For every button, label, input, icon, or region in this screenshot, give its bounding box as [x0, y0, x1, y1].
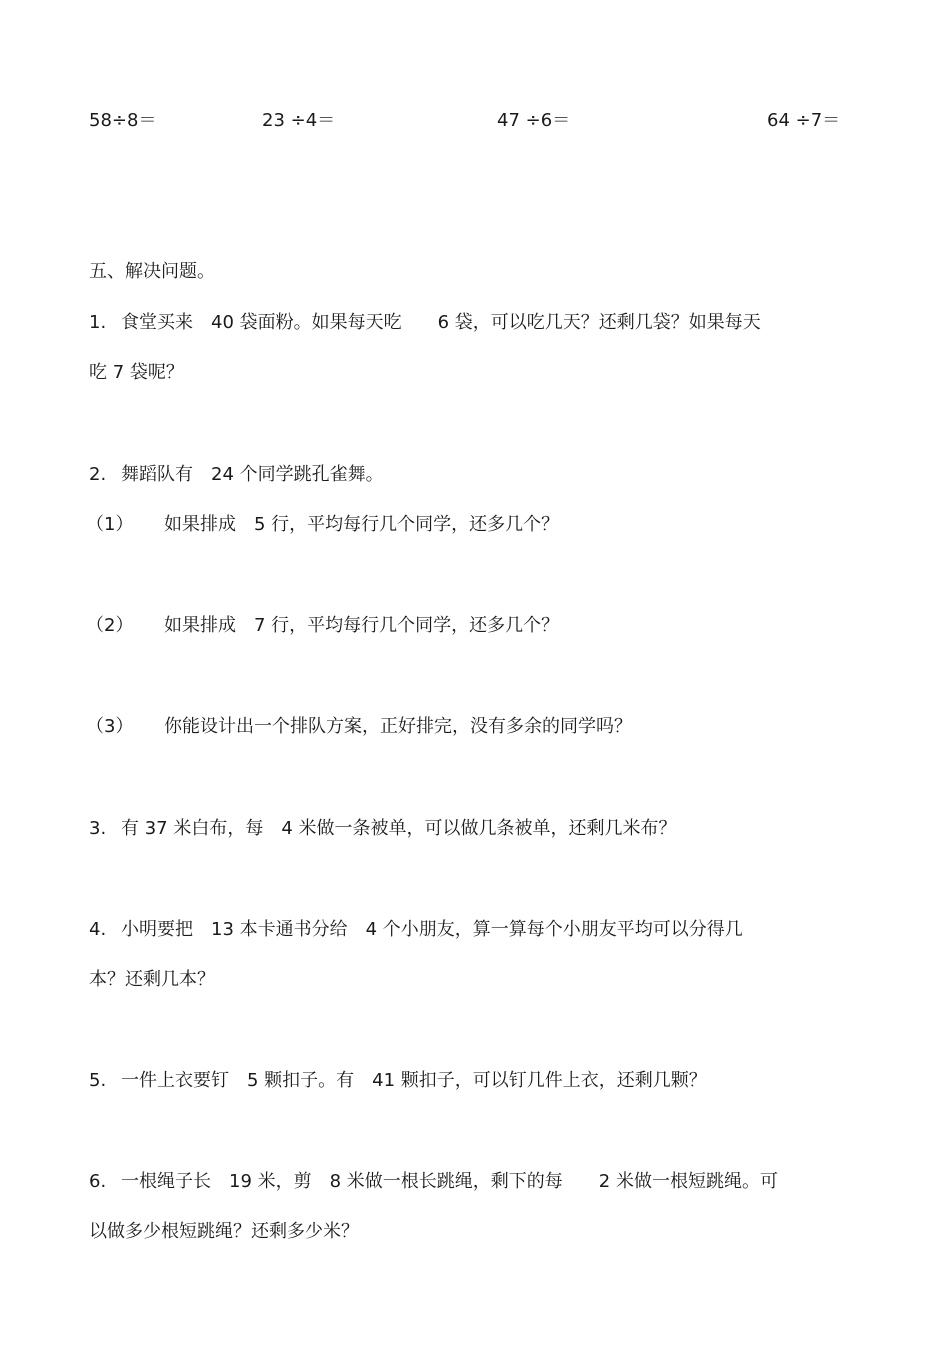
problem-text: 舞蹈队有 24 个同学跳孔雀舞。 — [121, 464, 384, 485]
equation-1: 58÷8＝ — [89, 110, 157, 131]
problem-text: 食堂买来 40 袋面粉。如果每天吃 6 袋，可以吃几天？还剩几袋？如果每天 — [121, 312, 761, 333]
sub-question-label: （1） — [86, 514, 134, 535]
problem-text: 本？还剩几本？ — [89, 969, 215, 990]
problem-number: 5. — [89, 1070, 107, 1091]
equation-2: 23 ÷4＝ — [262, 110, 336, 131]
sub-question-label: （2） — [86, 615, 134, 636]
problem-text: 一件上衣要钉 5 颗扣子。有 41 颗扣子，可以钉几件上衣，还剩几颗？ — [121, 1070, 707, 1091]
section-title: 五、解决问题。 — [89, 261, 215, 282]
problem-number: 1. — [89, 312, 107, 333]
problem-text: 一根绳子长 19 米，剪 8 米做一根长跳绳，剩下的每 2 米做一根短跳绳。可 — [121, 1171, 778, 1192]
sub-question-text: 如果排成 7 行，平均每行几个同学，还多几个？ — [164, 615, 560, 636]
problem-text: 以做多少根短跳绳？还剩多少米？ — [89, 1221, 359, 1242]
problem-number: 6. — [89, 1171, 107, 1192]
problem-number: 2. — [89, 464, 107, 485]
equation-4: 64 ÷7＝ — [767, 110, 841, 131]
problem-text: 小明要把 13 本卡通书分给 4 个小朋友，算一算每个小朋友平均可以分得几 — [121, 919, 743, 940]
problem-number: 3. — [89, 818, 107, 839]
problem-text: 吃 7 袋呢？ — [89, 362, 184, 383]
problem-text: 有 37 米白布，每 4 米做一条被单，可以做几条被单，还剩几米布？ — [121, 818, 677, 839]
problem-number: 4. — [89, 919, 107, 940]
sub-question-text: 你能设计出一个排队方案，正好排完，没有多余的同学吗？ — [164, 716, 632, 737]
equation-3: 47 ÷6＝ — [497, 110, 571, 131]
sub-question-label: （3） — [86, 716, 134, 737]
sub-question-text: 如果排成 5 行，平均每行几个同学，还多几个？ — [164, 514, 560, 535]
